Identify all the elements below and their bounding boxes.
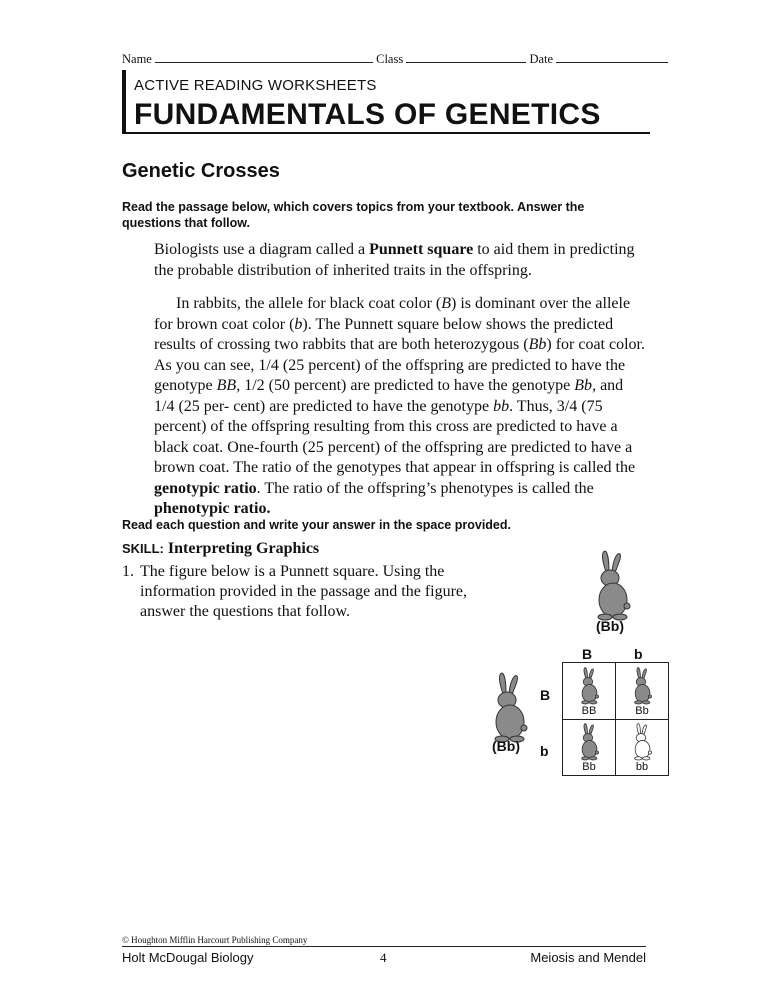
punnett-square-grid (562, 662, 669, 776)
question-instructions: Read each question and write your answer in the space provided. (122, 518, 511, 532)
row-header-2: b (540, 743, 549, 759)
worksheet-title: FUNDAMENTALS OF GENETICS (134, 98, 601, 131)
passage-instructions: Read the passage below, which covers topics from your textbook. Answer the questions that follow. (122, 200, 585, 230)
question-text: The figure below is a Punnett square. Using the information provided in the passage and the figure, answer the questions that follow. (140, 563, 468, 620)
date-field[interactable] (556, 50, 668, 63)
cell-Bb-1: Bb (635, 705, 649, 717)
cell-Bb-2: Bb (582, 761, 596, 773)
rabbit-bb-black-icon (575, 667, 603, 705)
copyright: © Houghton Mifflin Harcourt Publishing Company (122, 935, 308, 945)
footer-chapter: Meiosis and Mendel (530, 950, 646, 965)
col-header-1: B (582, 646, 593, 662)
section-title: Genetic Crosses (122, 160, 280, 182)
cell-bb: bb (635, 761, 649, 773)
skill-name: Interpreting Graphics (167, 540, 320, 557)
class-field[interactable] (406, 50, 526, 63)
question-1 (122, 562, 482, 622)
term-genotypic-ratio: genotypic ratio (154, 479, 257, 497)
question-number: 1. (122, 563, 134, 580)
passage-paragraph-2: In rabbits, the allele for black coat color (B) is dominant over the allele for brown coat color (b). The Punnett square below shows the predicted results of crossing two rabbits that are both heterozygous (Bb) for coat color. As you can see, 1/4 (25 percent) of the offspring are predicted to have the genotype BB, 1/2 (50 percent) are predicted to have the genotype Bb, and 1/4 (25 per- cent) are predicted to have the genotype bb. Thus, 3/4 (75 percent) of the offspring resulting from this cross are predicted to have a black coat. One-fourth (25 percent) of the offspring are predicted to have a brown coat. The ratio of the genotypes that appear in offspring is called the genotypic ratio. The ratio of the offspring’s phenotypes is called the phenotypic ratio. (154, 295, 645, 517)
cell-BB: BB (581, 705, 597, 717)
name-field[interactable] (155, 50, 373, 63)
name-label: Name (122, 52, 152, 66)
class-label: Class (376, 52, 404, 66)
left-parent-label: (Bb) (492, 738, 520, 754)
rabbit-bb-het-icon (628, 667, 656, 705)
footer-book: Holt McDougal Biology (122, 950, 254, 965)
rabbit-parent-left-icon (486, 672, 532, 744)
col-header-2: b (634, 646, 643, 662)
form-line (122, 50, 646, 67)
date-label: Date (529, 52, 554, 66)
passage-paragraph-1: Biologists use a diagram called a Punnett square to aid them in predicting the probable distribution of inherited traits in the offspring. (154, 241, 635, 279)
rabbit-bb-het-icon (575, 723, 603, 761)
skill-label: SKILL: (122, 541, 164, 556)
footer-rule (122, 946, 646, 947)
term-punnett-square: Punnett square (369, 241, 474, 258)
term-phenotypic-ratio: phenotypic ratio. (154, 500, 271, 517)
top-parent-label: (Bb) (596, 618, 624, 634)
skill-heading (122, 540, 319, 558)
worksheet-series: ACTIVE READING WORKSHEETS (134, 77, 377, 94)
rabbit-brown-icon (628, 723, 656, 761)
rabbit-parent-top-icon (589, 550, 635, 622)
page-number: 4 (380, 950, 387, 965)
row-header-1: B (540, 687, 551, 703)
